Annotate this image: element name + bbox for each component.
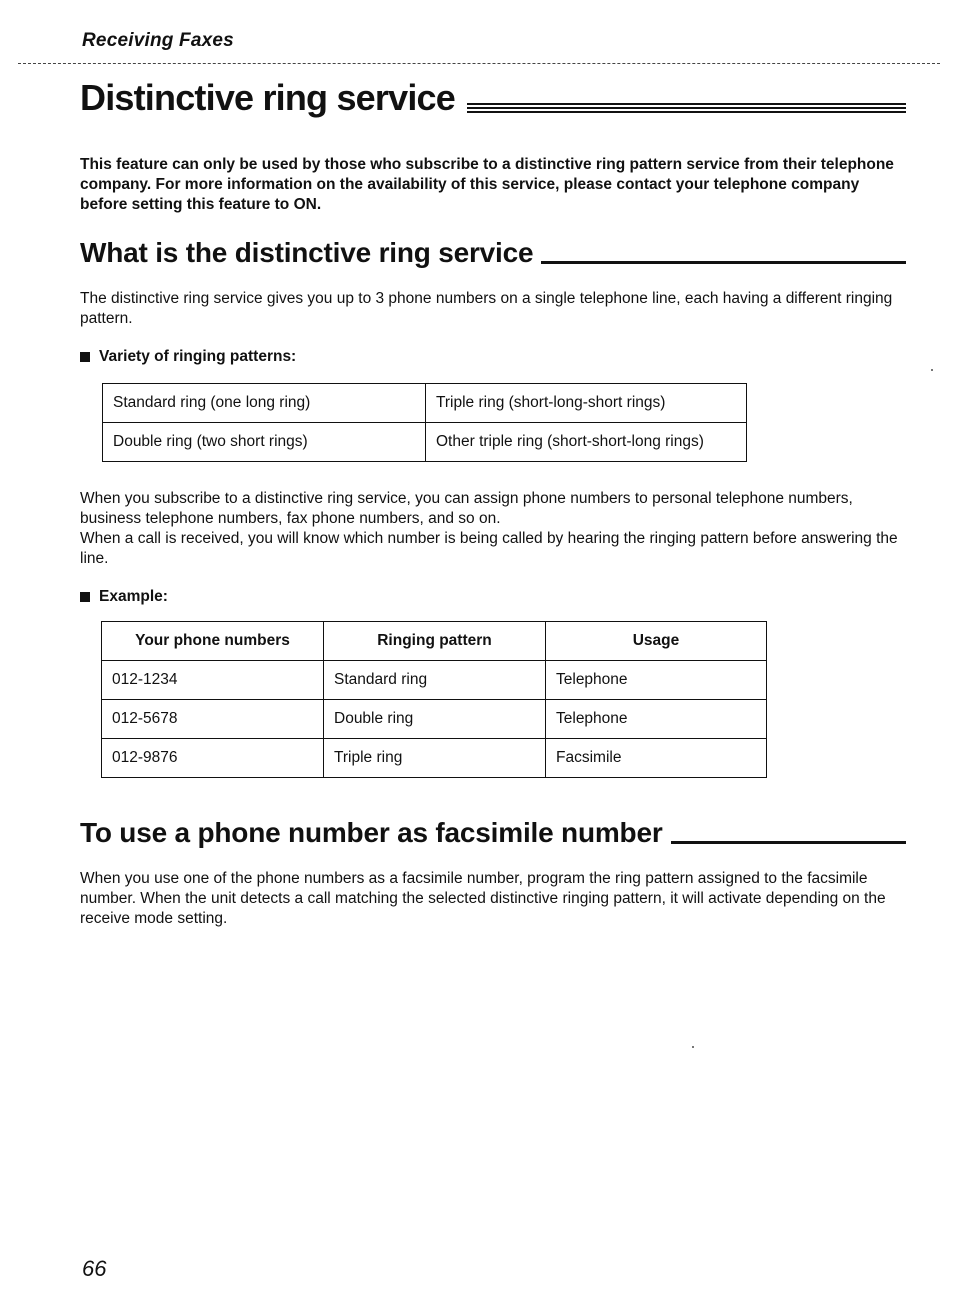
table-cell: 012-9876: [102, 739, 324, 778]
example-label-text: Example:: [99, 588, 168, 605]
call-received-paragraph: When a call is received, you will know which number is being called by hearing the ringing pattern before answering the line.: [80, 530, 898, 567]
scan-speck: [692, 1046, 694, 1048]
heading-fax-use: To use a phone number as facsimile number: [80, 817, 663, 848]
table-cell: Double ring (two short rings): [103, 423, 426, 462]
table-row: [102, 739, 767, 778]
title-row: [80, 76, 906, 120]
bullet-icon: [80, 352, 90, 362]
table-row: [103, 384, 747, 423]
example-table: [101, 621, 767, 778]
scan-speck: [931, 369, 933, 371]
table-row: [103, 423, 747, 462]
table-cell: Telephone: [546, 700, 767, 739]
what-is-paragraph: The distinctive ring service gives you up to 3 phone numbers on a single telephone line, each having a different ringing pattern.: [80, 290, 893, 327]
page-number: 66: [82, 1256, 107, 1281]
column-header: Ringing pattern: [324, 622, 546, 661]
subscribe-paragraph: When you subscribe to a distinctive ring service, you can assign phone numbers to personal telephone numbers, business telephone numbers, fax phone numbers, and so on.: [80, 490, 853, 527]
table-cell: Other triple ring (short-short-long rings): [426, 423, 747, 462]
table-cell: Standard ring (one long ring): [103, 384, 426, 423]
patterns-label: [80, 348, 296, 366]
column-header: Your phone numbers: [102, 622, 324, 661]
table-cell: Double ring: [324, 700, 546, 739]
table-row: [102, 700, 767, 739]
column-header: Usage: [546, 622, 767, 661]
table-header-row: [102, 622, 767, 661]
bullet-icon: [80, 592, 90, 602]
heading-row-what-is: [80, 236, 906, 270]
heading-rule: [671, 841, 906, 844]
table-cell: Telephone: [546, 661, 767, 700]
patterns-table: [102, 383, 747, 462]
page-title: Distinctive ring service: [80, 77, 455, 118]
example-label: [80, 588, 168, 606]
header-rule: [18, 63, 940, 64]
table-cell: Triple ring: [324, 739, 546, 778]
table-cell: Triple ring (short-long-short rings): [426, 384, 747, 423]
table-cell: 012-1234: [102, 661, 324, 700]
heading-rule: [541, 261, 906, 264]
patterns-label-text: Variety of ringing patterns:: [99, 348, 297, 365]
table-row: [102, 661, 767, 700]
heading-what-is: What is the distinctive ring service: [80, 237, 534, 268]
table-cell: Standard ring: [324, 661, 546, 700]
fax-use-paragraph: When you use one of the phone numbers as a facsimile number, program the ring pattern assigned to the facsimile number. When the unit detects a call matching the selected distinctive ringing pattern, it will activate depending on the receive mode setting.: [80, 870, 886, 927]
table-cell: 012-5678: [102, 700, 324, 739]
heading-row-fax-use: [80, 816, 906, 850]
table-cell: Facsimile: [546, 739, 767, 778]
section-label: Receiving Faxes: [82, 30, 234, 51]
intro-text: This feature can only be used by those who subscribe to a distinctive ring pattern service from their telephone company. For more information on the availability of this service, please contact your telephone company before setting this feature to ON.: [80, 156, 894, 213]
title-rule: [467, 101, 906, 113]
